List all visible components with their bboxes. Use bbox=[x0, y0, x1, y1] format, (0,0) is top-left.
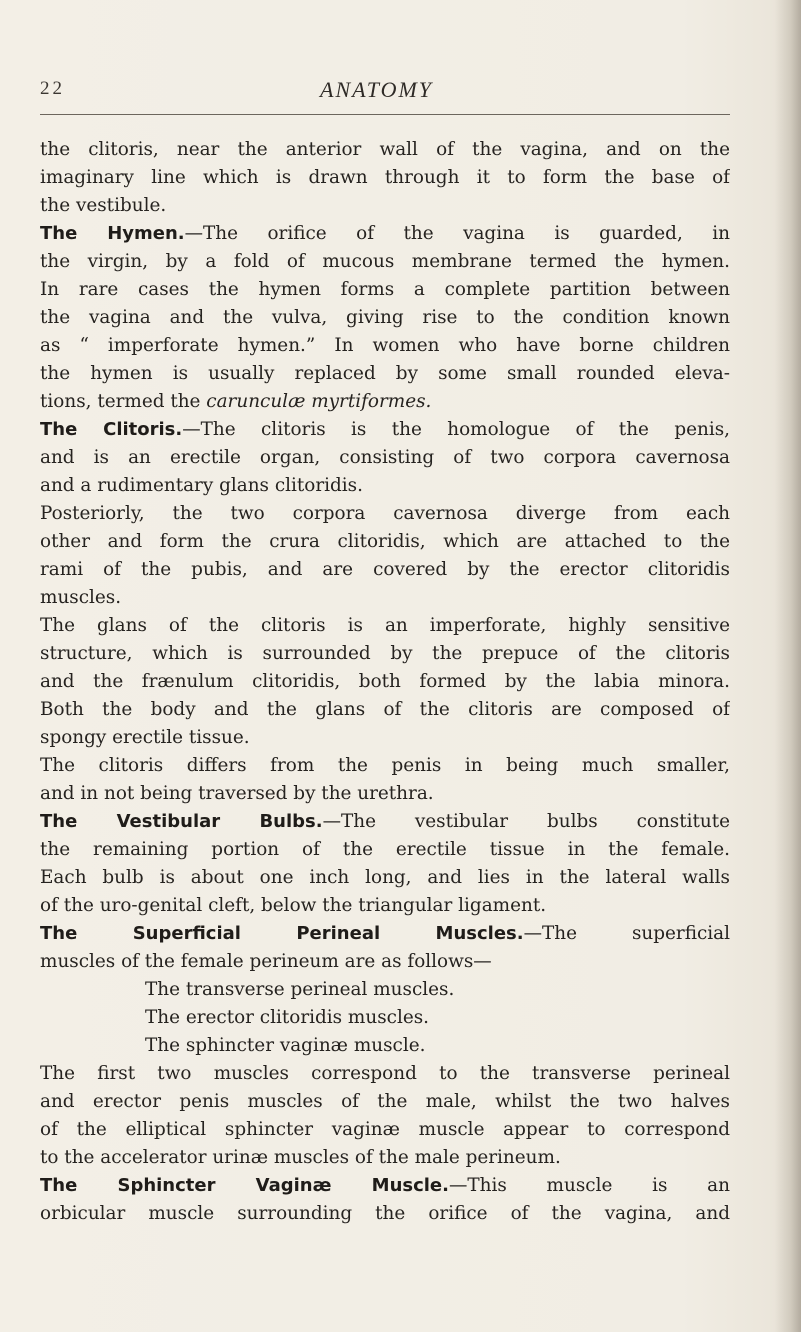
line-text: the virgin, by a fold of mucous membrane termed the hymen. bbox=[40, 251, 730, 272]
line-text: to the accelerator urinæ muscles of the male perineum. bbox=[40, 1147, 561, 1168]
page-edge-shadow bbox=[775, 0, 801, 1332]
text-line bbox=[40, 640, 730, 668]
line-text: and erector penis muscles of the male, whilst the two halves bbox=[40, 1091, 730, 1112]
text-line bbox=[40, 864, 730, 892]
text-line bbox=[40, 948, 730, 976]
text-line bbox=[40, 388, 730, 416]
line-text: the hymen is usually replaced by some small rounded eleva- bbox=[40, 363, 730, 384]
line-text: the vagina and the vulva, giving rise to the condition known bbox=[40, 307, 730, 328]
body-text bbox=[40, 136, 730, 1228]
text-line bbox=[40, 1200, 730, 1228]
line-text: tions, termed the bbox=[40, 391, 207, 412]
text-line bbox=[40, 976, 730, 1004]
line-text: The erector clitoridis muscles. bbox=[145, 1007, 430, 1028]
line-text: —The vestibular bulbs constitute bbox=[322, 811, 730, 832]
text-line bbox=[40, 304, 730, 332]
line-text: —The orifice of the vagina is guarded, in bbox=[184, 223, 730, 244]
line-text: structure, which is surrounded by the prepuce of the clitoris bbox=[40, 643, 730, 664]
line-text: rami of the pubis, and are covered by the erector clitoridis bbox=[40, 559, 730, 580]
page-number: 22 bbox=[40, 78, 65, 99]
italic-term: carunculæ myrtiformes. bbox=[206, 391, 432, 412]
text-line bbox=[40, 892, 730, 920]
line-text: Each bulb is about one inch long, and lies in the lateral walls bbox=[40, 867, 730, 888]
text-line bbox=[40, 1144, 730, 1172]
line-text: spongy erectile tissue. bbox=[40, 727, 250, 748]
line-text: and is an erectile organ, consisting of two corpora cavernosa bbox=[40, 447, 730, 468]
text-line bbox=[40, 500, 730, 528]
text-line bbox=[40, 1060, 730, 1088]
text-line bbox=[40, 668, 730, 696]
line-text: —The superficial bbox=[523, 923, 730, 944]
line-text: Both the body and the glans of the clitoris are composed of bbox=[40, 699, 730, 720]
text-line bbox=[40, 332, 730, 360]
line-text: orbicular muscle surrounding the orifice of the vagina, and bbox=[40, 1203, 730, 1224]
section-heading-line bbox=[40, 220, 730, 248]
line-text: The first two muscles correspond to the transverse perineal bbox=[40, 1063, 730, 1084]
text-line bbox=[40, 612, 730, 640]
line-text: of the elliptical sphincter vaginæ muscle appear to correspond bbox=[40, 1119, 730, 1140]
text-line bbox=[40, 472, 730, 500]
section-heading-line bbox=[40, 1172, 730, 1200]
line-text: and a rudimentary glans clitoridis. bbox=[40, 475, 363, 496]
text-line bbox=[40, 1032, 730, 1060]
text-line bbox=[40, 752, 730, 780]
text-line bbox=[40, 164, 730, 192]
section-heading: The Clitoris. bbox=[40, 419, 183, 440]
line-text: and in not being traversed by the urethra. bbox=[40, 783, 434, 804]
text-line bbox=[40, 192, 730, 220]
text-line bbox=[40, 276, 730, 304]
line-text: and the frænulum clitoridis, both formed by the labia minora. bbox=[40, 671, 730, 692]
line-text: —This muscle is an bbox=[448, 1175, 730, 1196]
line-text: the clitoris, near the anterior wall of the vagina, and on the bbox=[40, 139, 730, 160]
text-line bbox=[40, 584, 730, 612]
section-heading: The Superficial Perineal Muscles. bbox=[40, 923, 524, 944]
line-text: The sphincter vaginæ muscle. bbox=[145, 1035, 426, 1056]
section-heading-line bbox=[40, 808, 730, 836]
section-heading: The Hymen. bbox=[40, 223, 185, 244]
line-text: the remaining portion of the erectile tissue in the female. bbox=[40, 839, 730, 860]
text-line bbox=[40, 1088, 730, 1116]
text-line bbox=[40, 724, 730, 752]
text-line bbox=[40, 1004, 730, 1032]
line-text: The glans of the clitoris is an imperforate, highly sensitive bbox=[40, 615, 730, 636]
line-text: The clitoris differs from the penis in being much smaller, bbox=[40, 755, 730, 776]
line-text: Posteriorly, the two corpora cavernosa diverge from each bbox=[40, 503, 730, 524]
text-line bbox=[40, 444, 730, 472]
line-text: muscles. bbox=[40, 587, 122, 608]
text-line bbox=[40, 1116, 730, 1144]
text-line bbox=[40, 360, 730, 388]
line-text: —The clitoris is the homologue of the penis, bbox=[182, 419, 730, 440]
text-line bbox=[40, 780, 730, 808]
text-line bbox=[40, 836, 730, 864]
text-line bbox=[40, 528, 730, 556]
line-text: as “ imperforate hymen.” In women who have borne children bbox=[40, 335, 730, 356]
section-heading: The Sphincter Vaginæ Muscle. bbox=[40, 1175, 449, 1196]
running-head: ANATOMY bbox=[320, 77, 434, 102]
line-text: other and form the crura clitoridis, which are attached to the bbox=[40, 531, 730, 552]
text-line bbox=[40, 696, 730, 724]
text-line bbox=[40, 556, 730, 584]
section-heading-line bbox=[40, 920, 730, 948]
line-text: The transverse perineal muscles. bbox=[145, 979, 455, 1000]
line-text: of the uro-genital cleft, below the triangular ligament. bbox=[40, 895, 547, 916]
text-line bbox=[40, 136, 730, 164]
section-heading-line bbox=[40, 416, 730, 444]
section-heading: The Vestibular Bulbs. bbox=[40, 811, 323, 832]
line-text: imaginary line which is drawn through it to form the base of bbox=[40, 167, 730, 188]
line-text: In rare cases the hymen forms a complete partition between bbox=[40, 279, 730, 300]
page-header bbox=[40, 78, 730, 115]
line-text: muscles of the female perineum are as follows— bbox=[40, 951, 492, 972]
text-line bbox=[40, 248, 730, 276]
line-text: the vestibule. bbox=[40, 195, 167, 216]
